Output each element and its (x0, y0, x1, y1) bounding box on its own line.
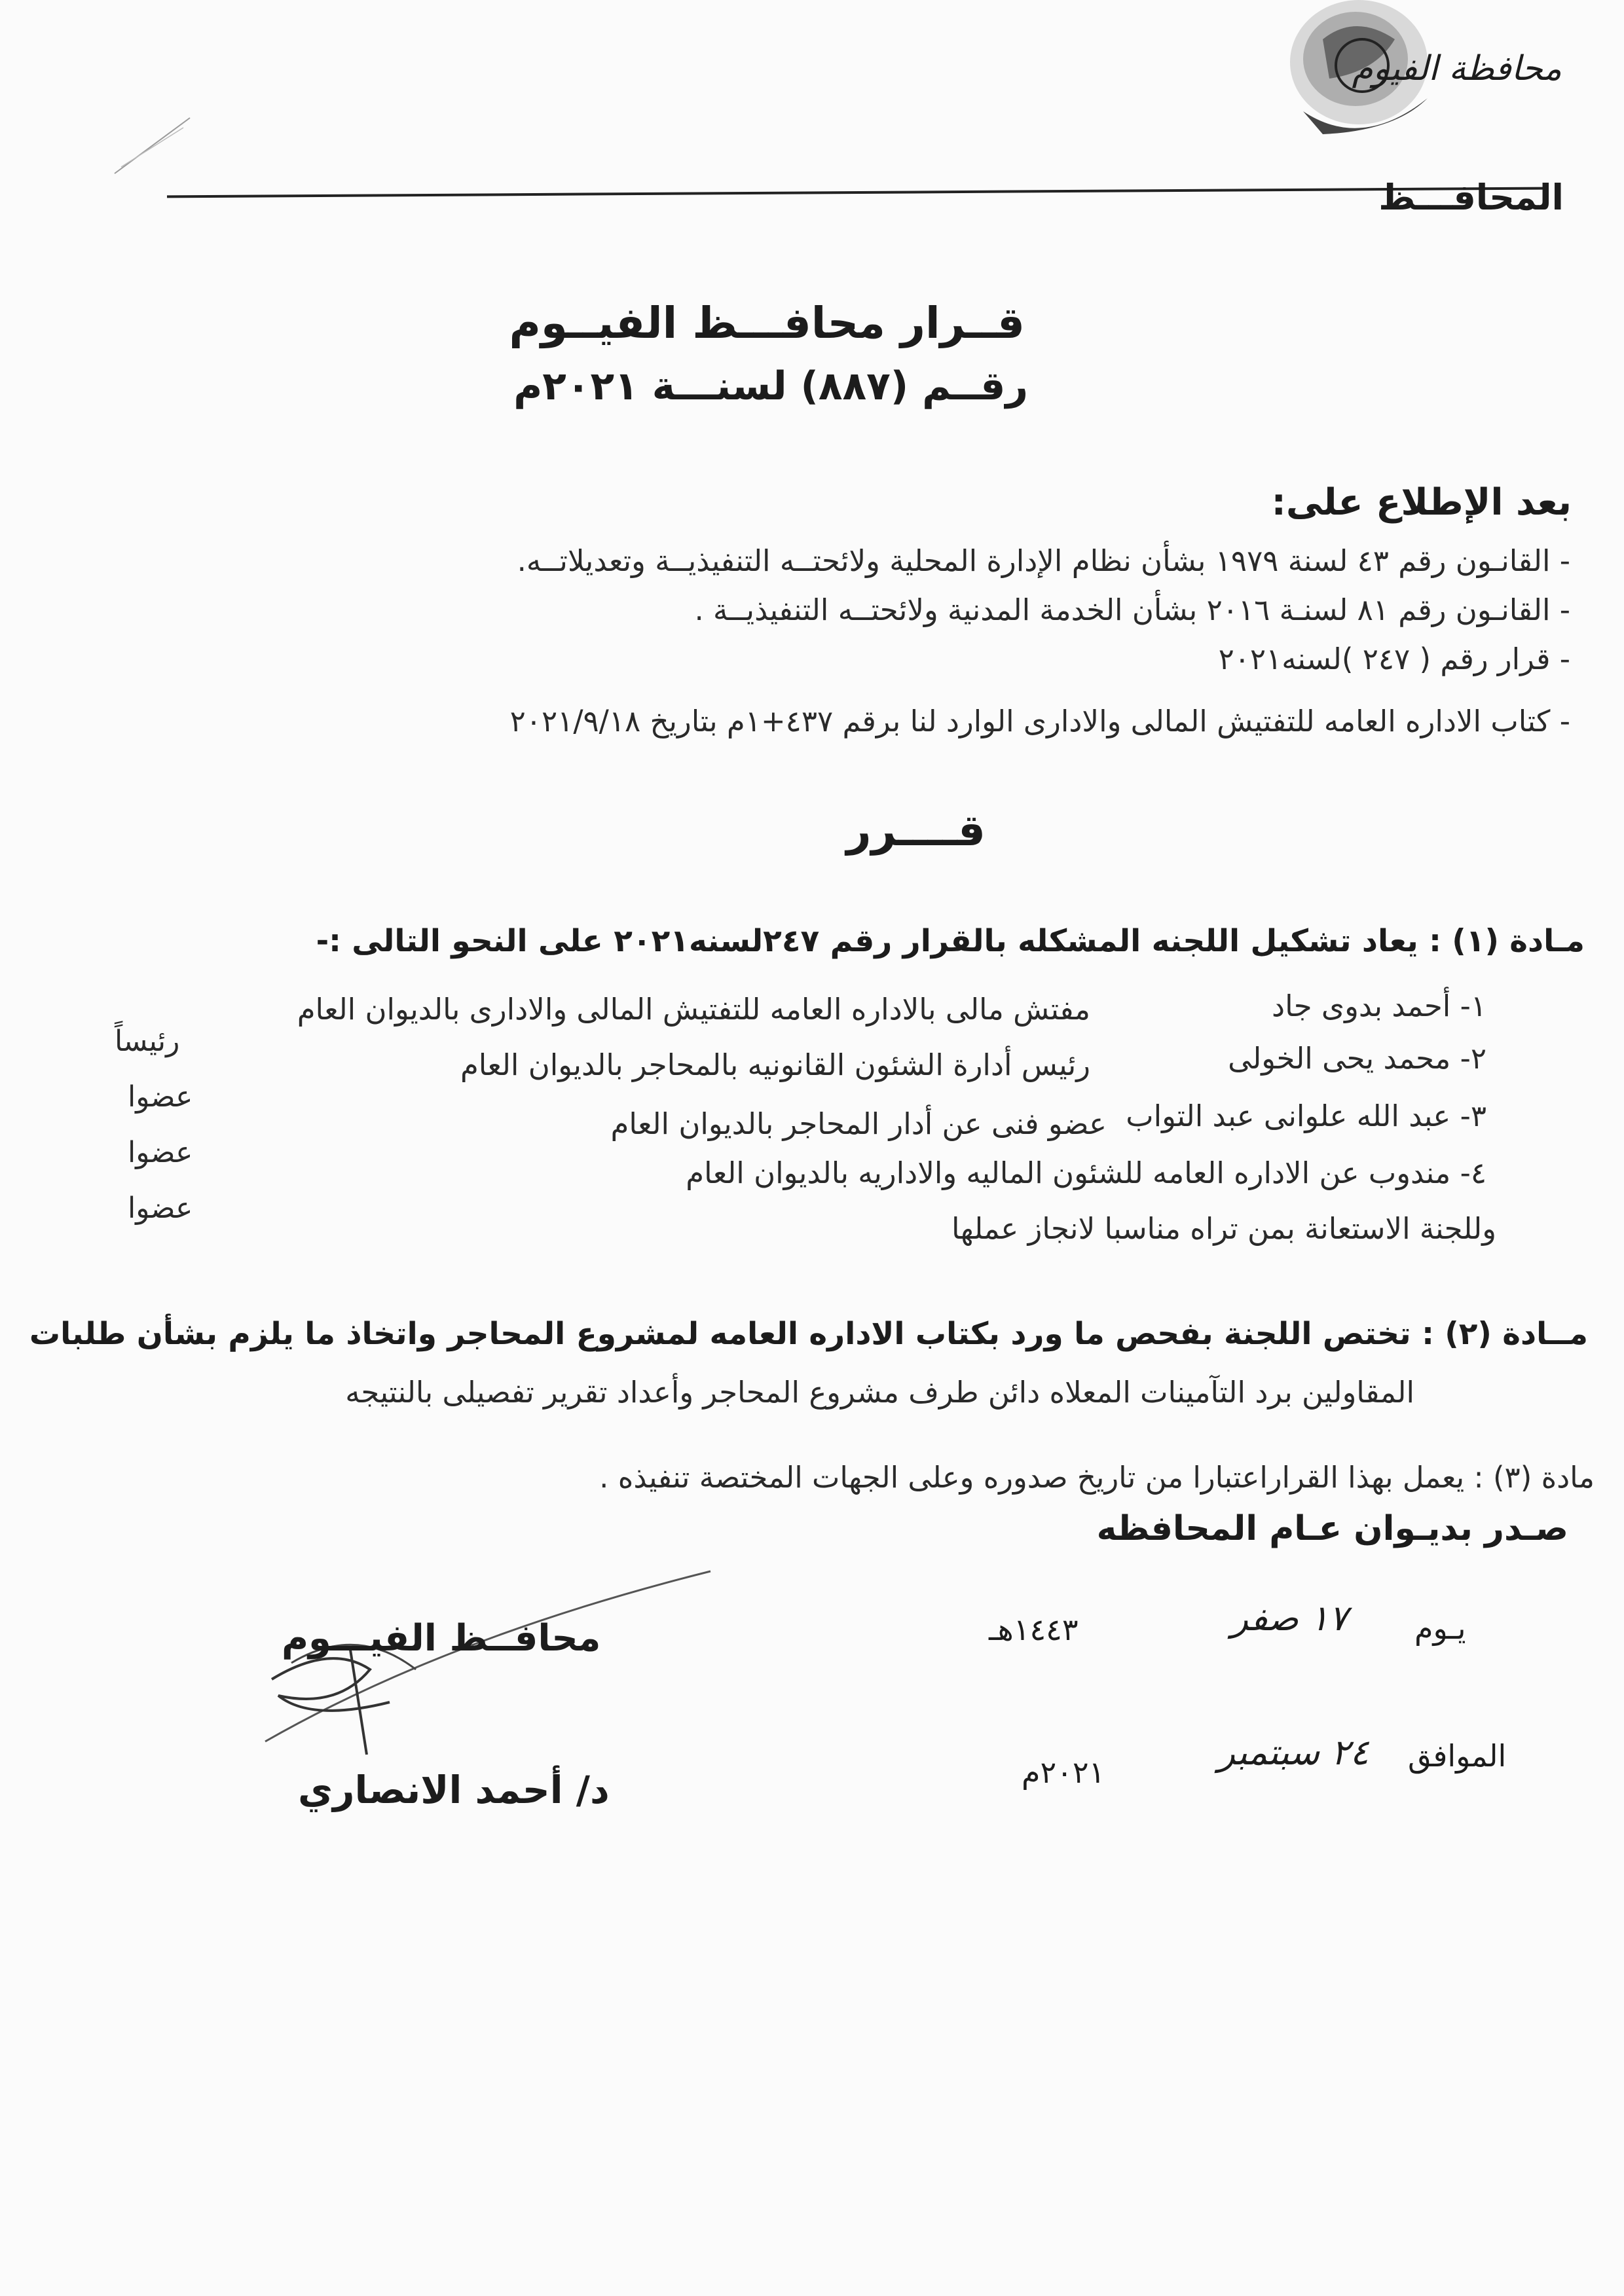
hijri-year: ١٤٤٣هـ (989, 1612, 1079, 1647)
preamble-item: - القانـون رقم ٤٣ لسنة ١٩٧٩ بشأن نظام الإدارة المحلية ولائحتــه التنفيذيــة وتعديلاتــه. (517, 543, 1570, 578)
committee-note: وللجنة الاستعانة بمن تراه مناسبا لانجاز عملها (951, 1211, 1496, 1246)
member-name: ٣- عبد الله علوانى عبد التواب (1126, 1099, 1486, 1133)
member-name: ١- أحمد بدوى جاد (1272, 989, 1486, 1023)
member-role: رئيس أدارة الشئون القانونيه بالمحاجر بالديوان العام (460, 1048, 1090, 1082)
member-name: ٤- مندوب عن الاداره العامه للشئون الماليه والاداريه بالديوان العام (686, 1156, 1486, 1190)
preamble-item: - القانـون رقم ٨١ لسنـة ٢٠١٦ بشأن الخدمة المدنية ولائحتــه التنفيذيــة . (694, 592, 1570, 627)
article-3: مادة (٣) : يعمل بهذا القراراعتبارا من تاريخ صدوره وعلى الجهات المختصة تنفيذه . (599, 1460, 1595, 1495)
preamble-item: - قرار رقم ( ٢٤٧ )لسنه٢٠٢١ (1218, 642, 1570, 676)
header-rule (167, 187, 1545, 198)
corner-scribble (111, 111, 196, 177)
member-tag: رئيساً (115, 1025, 180, 1058)
position-title: المحافـــظ (1378, 177, 1564, 218)
member-name: ٢- محمد يحى الخولى (1228, 1041, 1486, 1076)
gregorian-date-handwritten: ٢٤ سبتمبر (1218, 1732, 1369, 1773)
member-tag: عضوا (128, 1080, 193, 1114)
organization-name: محافظة الفيوم (1352, 49, 1562, 88)
decision-heading: قــــرر (846, 805, 986, 856)
article-2-line-2: المقاولين برد التآمينات المعلاه دائن طرف مشروع المحاجر وأعداد تقرير تفصيلى بالنتيجه (345, 1375, 1414, 1410)
gregorian-year: ٢٠٢١م (1022, 1755, 1105, 1790)
decree-number: رقــم (٨٨٧) لسنـــة ٢٠٢١م (513, 363, 1028, 409)
day-label: يـوم (1414, 1611, 1466, 1646)
issued-statement: صـدر بديـوان عـام المحافظه (1096, 1509, 1568, 1548)
member-tag: عضوا (128, 1136, 193, 1169)
article-1: مـادة (١) : يعاد تشكيل اللجنه المشكله بالقرار رقم ٢٤٧لسنه٢٠٢١ على النحو التالى :- (316, 923, 1585, 959)
gregorian-label: الموافق (1408, 1738, 1507, 1774)
preamble-heading: بعد الإطلاع على: (1271, 481, 1572, 524)
decree-title: قــرار محافـــظ الفيــوم (509, 298, 1025, 348)
preamble-item: - كتاب الاداره العامه للتفتيش المالى والادارى الوارد لنا برقم ٤٣٧+١م بتاريخ ٢٠٢١/٩/١٨ (509, 704, 1570, 738)
signatory-title: محافــظ الفيـــوم (282, 1617, 601, 1660)
signatory-name: د/ أحمد الانصاري (298, 1768, 610, 1812)
member-tag: عضوا (128, 1192, 193, 1225)
article-2: مــادة (٢) : تختص اللجنة بفحص ما ورد بكتاب الاداره العامه لمشروع المحاجر واتخاذ ما يلزم بشأن طلبات (29, 1316, 1588, 1352)
member-role: عضو فنى عن أدار المحاجر بالديوان العام (610, 1106, 1107, 1141)
member-role: مفتش مالى بالاداره العامه للتفتيش المالى والادارى بالديوان العام (297, 992, 1090, 1027)
hijri-date-handwritten: ١٧ صفر (1231, 1597, 1348, 1639)
